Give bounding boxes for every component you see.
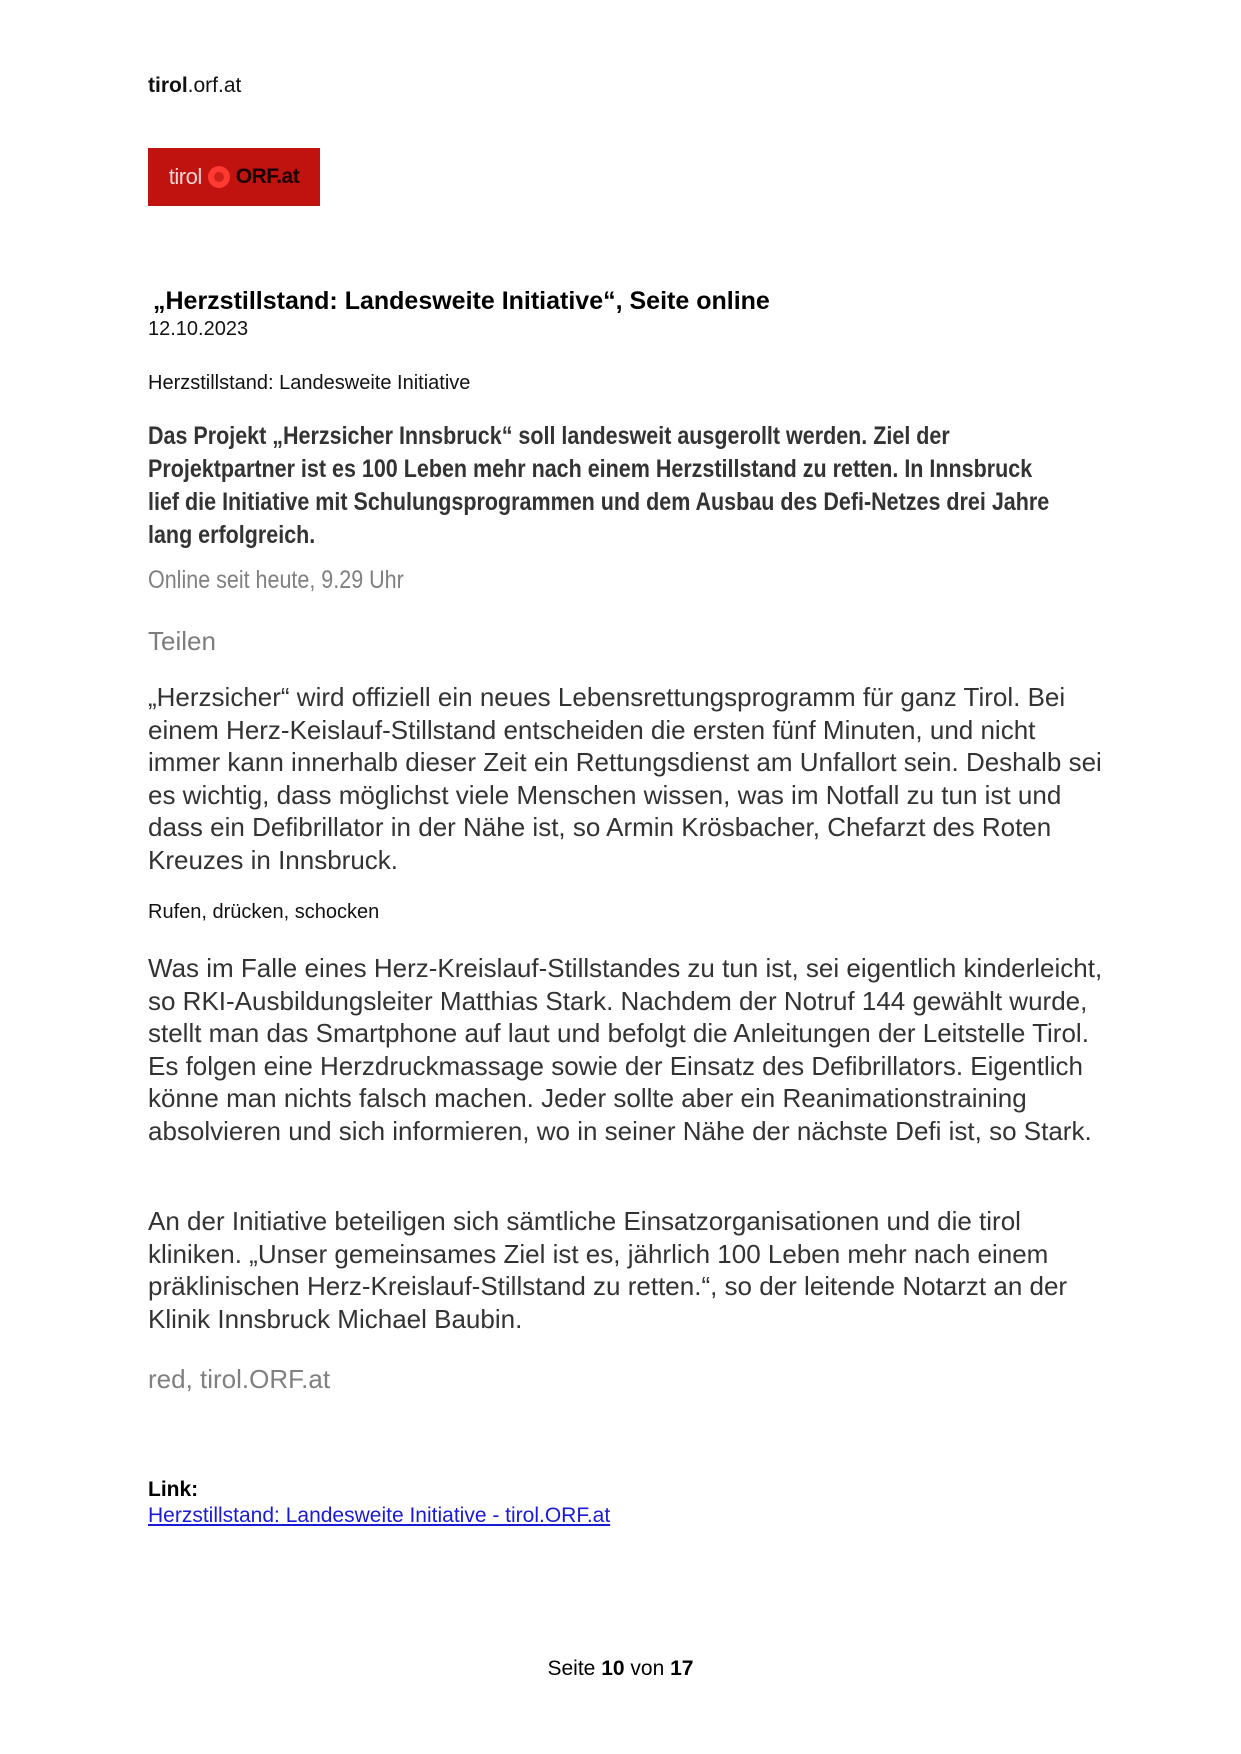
article-paragraph-1: „Herzsicher“ wird offiziell ein neues Lebensrettungsprogramm für ganz Tirol. Bei einem Herz-Keislauf-Stillstand entscheiden die ersten fünf Minuten, und nicht immer kann innerhalb dieser Zeit ein Rettungsdienst am Unfallort sein. Deshalb sei es wichtig, dass möglichst viele Menschen wissen, was im Notfall zu tun ist und dass ein Defibrillator in der Nähe ist, so Armin Krösbacher, Chefarzt des Roten Kreuzes in Innsbruck. bbox=[148, 682, 1102, 875]
link-label: Link: bbox=[148, 1478, 199, 1501]
footer-current-page: 10 bbox=[601, 1657, 625, 1680]
article-credit: red, tirol.ORF.at bbox=[148, 1364, 331, 1394]
share-button[interactable]: Teilen bbox=[148, 626, 216, 656]
tirol-orf-logo bbox=[148, 148, 320, 206]
article-paragraph-2: Was im Falle eines Herz-Kreislauf-Stillstandes zu tun ist, sei eigentlich kinderleicht, so RKI-Ausbildungsleiter Matthias Stark. Nachdem der Notruf 144 gewählt wurde, stellt man das Smartphone auf laut und befolgt die Anleitungen der Leitstelle Tirol. Es folgen eine Herzdruckmassage sowie der Einsatz des Defibrillators. Eigentlich könne man nichts falsch machen. Jeder sollte aber ein Reanimationstraining absolvieren und sich informieren, wo in seiner Nähe der nächste Defi ist, so Stark. bbox=[148, 953, 1103, 1146]
site-name-bold: tirol bbox=[148, 74, 188, 97]
orf-ring-icon bbox=[208, 166, 230, 188]
article-lead: Das Projekt „Herzsicher Innsbruck“ soll landesweit ausgerollt werden. Ziel der Projektpartner ist es 100 Leben mehr nach einem Herzstillstand zu retten. In Innsbruck lief die Initiative mit Schulungsprogrammen und dem Ausbau des Defi-Netzes drei Jahre lang erfolgreich. bbox=[148, 422, 1050, 549]
footer-total-pages: 17 bbox=[670, 1657, 694, 1680]
article-link[interactable]: Herzstillstand: Landesweite Initiative - tirol.ORF.at bbox=[148, 1504, 611, 1527]
article-paragraph-3: An der Initiative beteiligen sich sämtliche Einsatzorganisationen und die tirol kliniken. „Unser gemeinsames Ziel ist es, jährlich 100 Leben mehr nach einem präklinischen Herz-Kreislauf-Stillstand zu retten.“, so der leitende Notarzt an der Klinik Innsbruck Michael Baubin. bbox=[148, 1206, 1068, 1334]
site-name-rest: .orf.at bbox=[187, 74, 242, 97]
footer-prefix: Seite bbox=[547, 1657, 596, 1680]
article-subheading: Rufen, drücken, schocken bbox=[148, 901, 380, 923]
logo-text-orf: ORF.at bbox=[235, 165, 300, 188]
online-since: Online seit heute, 9.29 Uhr bbox=[148, 566, 404, 594]
document-date: 12.10.2023 bbox=[148, 318, 249, 340]
logo-text-tirol: tirol bbox=[168, 164, 202, 189]
footer-separator: von bbox=[630, 1657, 665, 1680]
article-kicker: Herzstillstand: Landesweite Initiative bbox=[148, 372, 471, 394]
document-title: „Herzstillstand: Landesweite Initiative“, Seite online bbox=[153, 287, 770, 315]
page-footer bbox=[0, 1657, 1241, 1681]
site-header bbox=[148, 74, 241, 98]
